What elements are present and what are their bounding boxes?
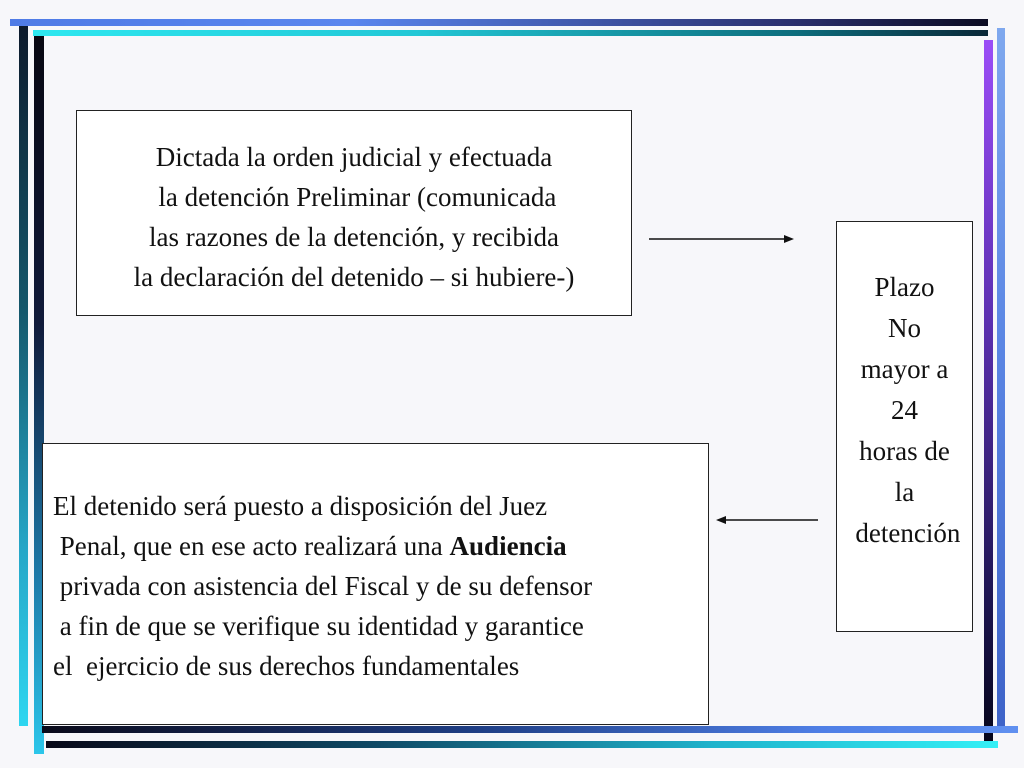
judge-hearing-line-2-text: Penal, que en ese acto realizará una	[53, 531, 450, 561]
time-limit-line-2: No	[888, 313, 921, 343]
time-limit-line-1: Plazo	[874, 272, 935, 302]
judge-hearing-line-4: a fin de que se verifique su identidad y garantice	[53, 611, 584, 641]
preliminary-detention-line-2: la detención Preliminar (comunicada	[151, 182, 557, 212]
audiencia-bold-text: Audiencia	[449, 531, 567, 561]
time-limit-line-7: detención	[848, 518, 961, 548]
time-limit-line-3: mayor a	[860, 354, 949, 384]
preliminary-detention-line-4: la declaración del detenido – si hubiere-)	[133, 262, 575, 292]
judge-hearing-line-5: el ejercicio de sus derechos fundamentales	[53, 651, 520, 681]
preliminary-detention-line-1: Dictada la orden judicial y efectuada	[155, 142, 553, 172]
judge-hearing-line-3: privada con asistencia del Fiscal y de su defensor	[53, 571, 593, 601]
arrow-left-to-hearing	[716, 516, 818, 524]
preliminary-detention-line-3: las razones de la detención, y recibida	[148, 222, 560, 252]
arrow-right-to-time-limit	[649, 235, 794, 243]
time-limit-line-5: horas de	[859, 436, 950, 466]
judge-hearing-line-1: El detenido será puesto a disposición del Juez	[53, 491, 548, 521]
time-limit-line-6: la	[894, 477, 915, 507]
time-limit-line-4: 24	[891, 395, 918, 425]
